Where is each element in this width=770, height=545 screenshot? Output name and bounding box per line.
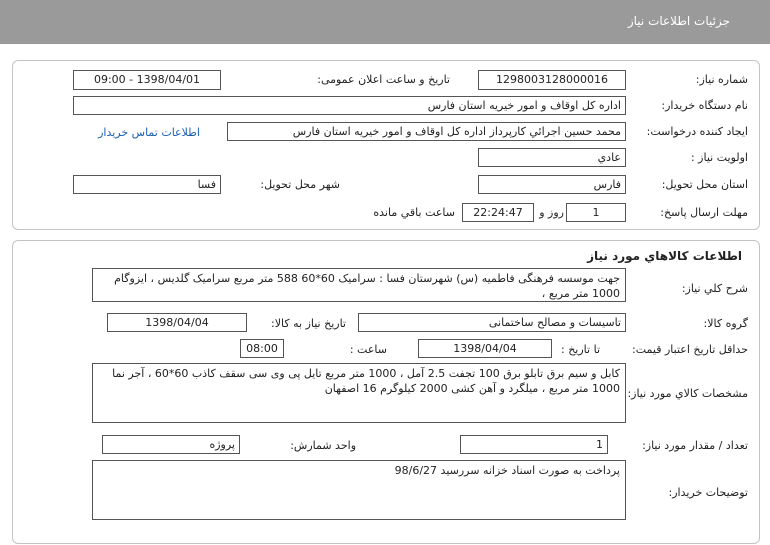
buyer-notes-label: توضيحات خريدار: — [668, 486, 748, 499]
time-field: 08:00 — [240, 339, 284, 358]
quantity-label: تعداد / مقدار مورد نياز: — [642, 439, 748, 452]
contact-info-link[interactable]: اطلاعات تماس خريدار — [98, 126, 200, 139]
time-label: ساعت : — [349, 343, 387, 356]
unit-label: واحد شمارش: — [290, 439, 356, 452]
page-title: جزئيات اطلاعات نياز — [627, 14, 730, 28]
goods-group-field: تاسيسات و مصالح ساختمانی — [358, 313, 626, 332]
need-date-label: تاريخ نياز به کالا: — [271, 317, 346, 330]
until-date-field: 1398/04/04 — [418, 339, 552, 358]
city-label: شهر محل تحويل: — [260, 178, 340, 191]
announce-label: تاريخ و ساعت اعلان عمومی: — [317, 73, 450, 86]
specs-label: مشخصات کالاي مورد نياز: — [627, 387, 748, 400]
unit-field: پروژه — [102, 435, 240, 454]
buyer-org-label: نام دستگاه خريدار: — [661, 99, 748, 112]
price-validity-label: حداقل تاريخ اعتبار قيمت: — [632, 343, 748, 356]
announce-field: 1398/04/01 - 09:00 — [73, 70, 221, 90]
requester-label: ايجاد کننده درخواست: — [646, 125, 748, 138]
remaining-label: ساعت باقي مانده — [373, 206, 455, 219]
day-and-label: روز و — [539, 206, 564, 219]
need-number-field: 1298003128000016 — [478, 70, 626, 90]
until-date-label: تا تاريخ : — [561, 343, 600, 356]
city-field: فسا — [73, 175, 221, 194]
province-field: فارس — [478, 175, 626, 194]
province-label: استان محل تحويل: — [661, 178, 748, 191]
general-desc-label: شرح کلي نياز: — [681, 282, 748, 295]
goods-section-title: اطلاعات کالاهاي مورد نياز — [587, 249, 742, 263]
requester-field: محمد حسين اجرائي کارپرداز اداره کل اوقاف و امور خيريه استان فارس — [227, 122, 626, 141]
deadline-label: مهلت ارسال پاسخ: — [660, 206, 748, 219]
specs-field: کابل و سيم برق تابلو برق 100 تجفت 2.5 آمل ، 1000 متر مربع تايل پی وی سی سقف کاذب 60*60 ، آجر نما 1000 متر مربع ، ميلگرد و آهن کشی 2000 کيلوگرم 16 اصفهان — [92, 363, 626, 423]
need-date-field: 1398/04/04 — [107, 313, 247, 332]
deadline-time-field: 22:24:47 — [462, 203, 534, 222]
goods-group-label: گروه کالا: — [703, 317, 748, 330]
buyer-org-field: اداره کل اوقاف و امور خيريه استان فارس — [73, 96, 626, 115]
need-number-label: شماره نياز: — [695, 73, 748, 86]
quantity-field: 1 — [460, 435, 608, 454]
deadline-days-field: 1 — [566, 203, 626, 222]
buyer-notes-field: پرداخت به صورت اسناد خزانه سررسيد 98/6/27 — [92, 460, 626, 520]
general-desc-field: جهت موسسه فرهنگی فاطميه (س) شهرستان فسا : سراميک 60*60 588 متر مربع سراميک گلديس ، ايزوگام 1000 متر مربع ، — [92, 268, 626, 302]
priority-field: عادي — [478, 148, 626, 167]
priority-label: اولويت نياز : — [690, 151, 748, 164]
